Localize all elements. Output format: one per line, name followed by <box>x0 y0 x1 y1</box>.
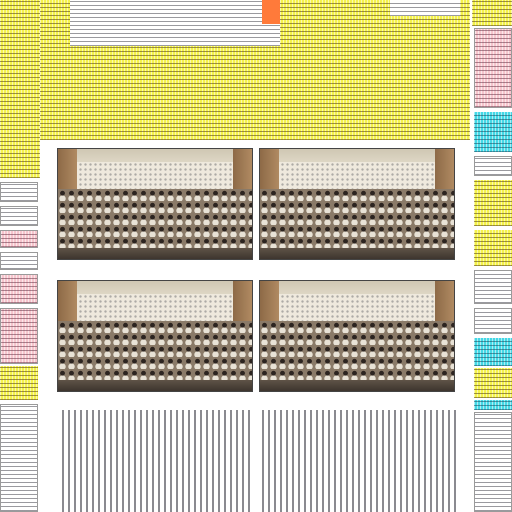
group-photo-top-right <box>259 148 455 260</box>
right-sidebar-cyan-2 <box>474 338 512 366</box>
left-sidebar-box-2 <box>0 206 38 226</box>
left-sidebar-box-1 <box>0 182 38 202</box>
right-sidebar-box-2 <box>474 156 512 176</box>
bottom-text-columns-right <box>262 410 456 512</box>
photo-caption-bottom-right <box>282 396 432 404</box>
bottom-text-columns-left <box>62 410 254 512</box>
photo-caption-top-right <box>292 263 422 271</box>
left-sidebar-yellow-block <box>0 0 40 178</box>
left-sidebar-box-6 <box>0 308 38 364</box>
left-sidebar-yellow-block-2 <box>0 366 38 400</box>
right-sidebar-yellow-1 <box>474 180 512 226</box>
right-sidebar-box-5 <box>474 412 512 512</box>
right-sidebar-box-3 <box>474 270 512 304</box>
photo-caption-top-left <box>90 263 220 271</box>
right-sidebar-cyan-1 <box>474 112 512 152</box>
left-sidebar-box-5 <box>0 274 38 304</box>
group-photo-bottom-right <box>259 280 455 392</box>
photo-caption-bottom-left <box>80 396 230 404</box>
right-sidebar-yellow-2 <box>474 230 512 266</box>
right-sidebar-yellow-top <box>472 0 512 26</box>
left-sidebar-box-4 <box>0 252 38 270</box>
right-sidebar-box-4 <box>474 308 512 334</box>
header-color-accent <box>262 0 280 24</box>
right-sidebar-box-1 <box>474 28 512 108</box>
header-right-strip <box>390 0 460 16</box>
group-photo-bottom-left <box>57 280 253 392</box>
right-sidebar-cyan-3 <box>474 400 512 410</box>
right-sidebar-yellow-3 <box>474 368 512 398</box>
left-sidebar-box-3 <box>0 230 38 248</box>
header-top-strip <box>70 0 280 46</box>
group-photo-top-left <box>57 148 253 260</box>
left-sidebar-box-7 <box>0 404 38 512</box>
